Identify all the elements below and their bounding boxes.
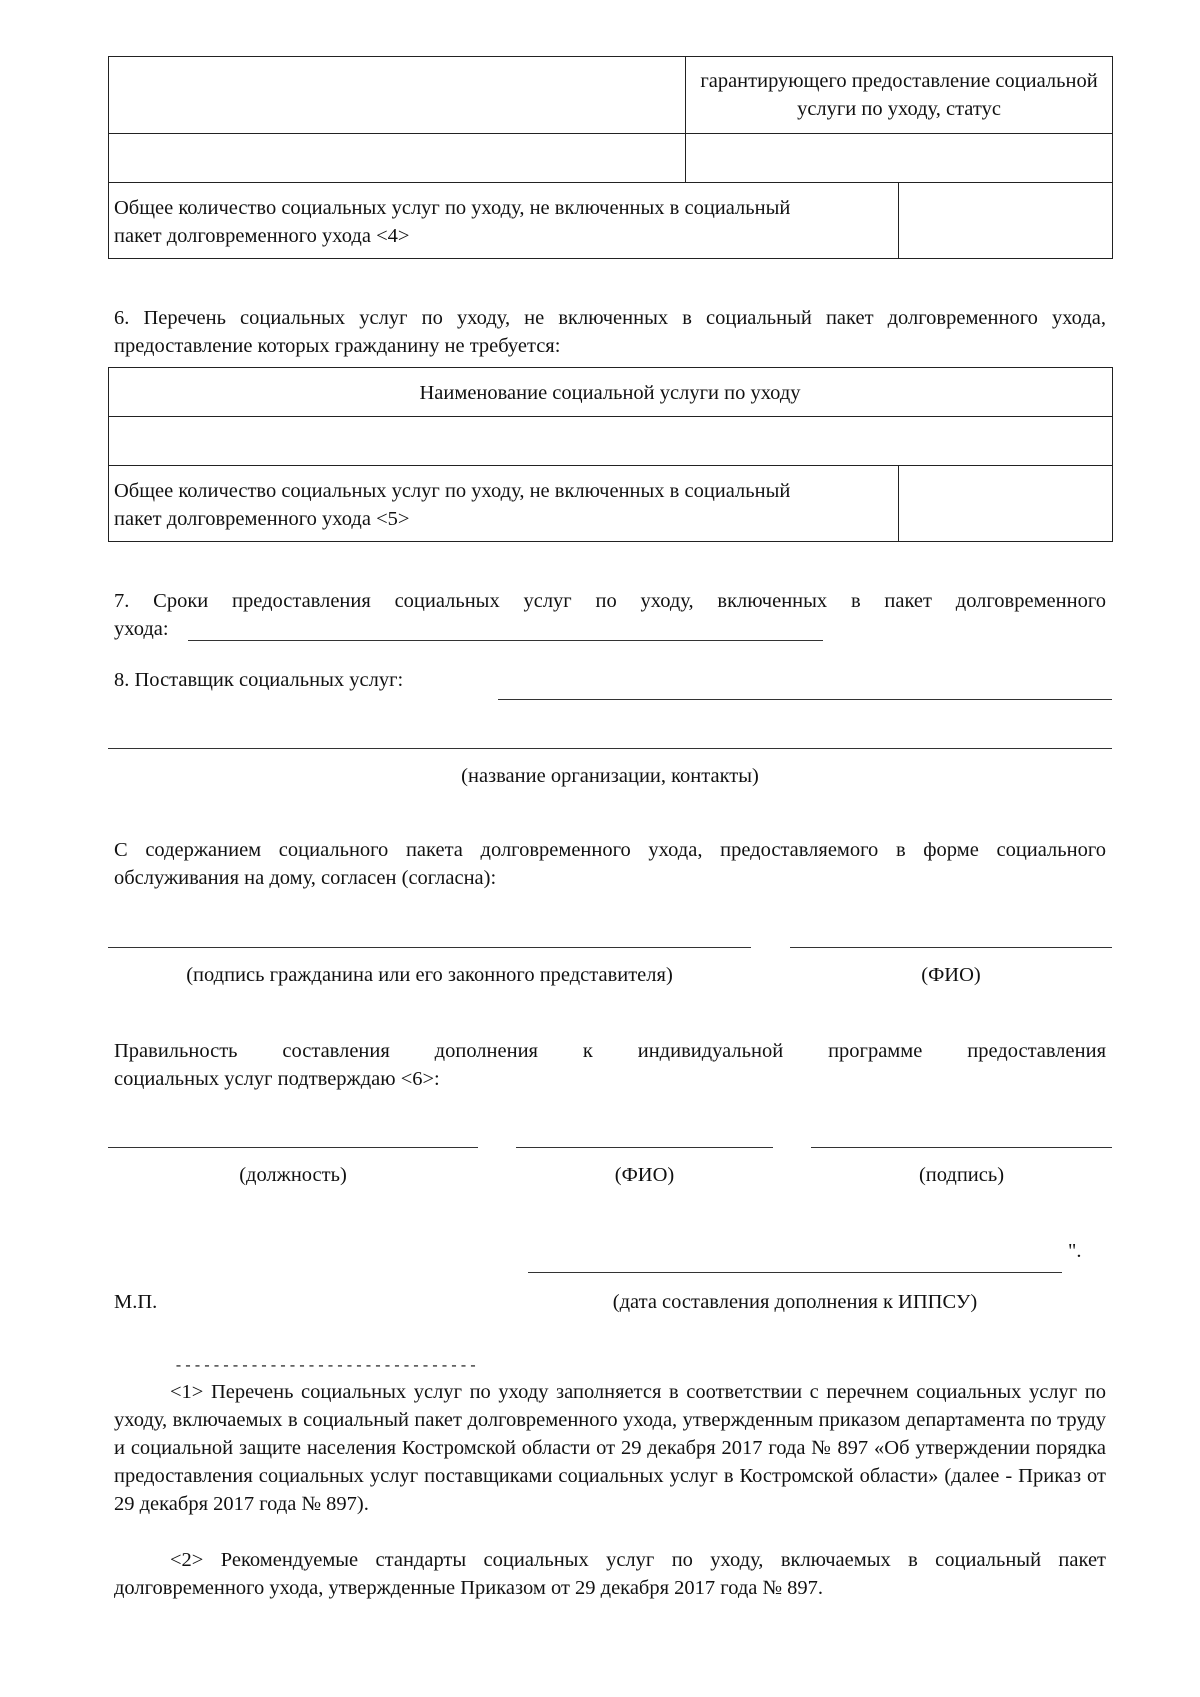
- official-fio-field[interactable]: [516, 1147, 773, 1148]
- official-signature-caption: [811, 1161, 1112, 1189]
- stamp-label: [114, 1288, 157, 1316]
- table-header-status-text: гарантирующего предоставление социальной услуги по уходу, статус: [700, 70, 1098, 120]
- citizen-fio-caption: [790, 961, 1112, 989]
- confirmation-line2: [114, 1065, 1106, 1093]
- section-6-heading: [114, 304, 1106, 360]
- official-fio-caption: [516, 1161, 773, 1189]
- section-6-heading-text: 6. Перечень социальных услуг по уходу, не включенных в социальный пакет долговременного ухода, предоставление которых гражданину не требуется:: [114, 307, 1106, 357]
- section-6-table-header-text: Наименование социальной услуги по уходу: [419, 382, 801, 404]
- date-quote-end-text: ".: [1068, 1240, 1082, 1262]
- consent-text-content: С содержанием социального пакета долговременного ухода, предоставляемого в форме социального обслуживания на дому, согласен (согласна):: [114, 839, 1106, 889]
- confirmation-line2-text: социальных услуг подтверждаю <6>:: [114, 1068, 440, 1090]
- footnote-separator-text: --------------------------------: [174, 1358, 479, 1375]
- table1-total-label: [114, 194, 814, 250]
- official-position-caption: [108, 1161, 478, 1189]
- date-caption: [528, 1288, 1062, 1316]
- confirmation-line1-text: Правильность составления дополнения к индивидуальной программе предоставления: [114, 1040, 1106, 1062]
- section-8-label-text: 8. Поставщик социальных услуг:: [114, 669, 404, 691]
- citizen-fio-caption-text: (ФИО): [921, 964, 981, 986]
- citizen-fio-field[interactable]: [790, 947, 1112, 948]
- section-8-label: [114, 666, 403, 694]
- consent-text: [114, 836, 1106, 892]
- footnote-1-text: <1> Перечень социальных услуг по уходу заполняется в соответствии с перечнем социальных услуг по уходу, включаемых в социальный пакет долговременного ухода, утвержденным приказом департамента по труду и социальной защите населения Костромской области от 29 декабря 2017 года № 897 «Об утверждении порядка предоставления социальных услуг поставщиками социальных услуг в Костромской области» (далее - Приказ от 29 декабря 2017 года № 897).: [114, 1381, 1106, 1515]
- section-7-line1: [114, 587, 1106, 615]
- confirmation-line1: [114, 1037, 1106, 1065]
- section-7-prefix: ухода:: [114, 618, 169, 640]
- section-7-period-field[interactable]: [188, 640, 823, 641]
- provider-contacts-field[interactable]: [108, 748, 1112, 749]
- provider-caption-text: (название организации, контакты): [461, 765, 759, 787]
- section-6-table-header: [108, 379, 1112, 407]
- footnote-separator: [174, 1353, 478, 1381]
- section-6-total-label-text: Общее количество социальных услуг по уходу, не включенных в социальный пакет долговременного ухода <5>: [114, 480, 791, 530]
- section-7-line1-text: 7. Сроки предоставления социальных услуг по уходу, включенных в пакет долговременного: [114, 590, 1106, 612]
- footnote-2: [114, 1546, 1106, 1602]
- official-signature-caption-text: (подпись): [918, 1164, 1005, 1186]
- stamp-label-text: М.П.: [114, 1291, 158, 1313]
- footnote-1: [114, 1378, 1106, 1518]
- section-6-total-label: [114, 477, 814, 533]
- official-fio-caption-text: (ФИО): [614, 1164, 675, 1186]
- footnote-2-text: <2> Рекомендуемые стандарты социальных услуг по уходу, включаемых в социальный пакет долговременного ухода, утвержденные Приказом от 29 декабря 2017 года № 897.: [114, 1549, 1106, 1599]
- official-signature-field[interactable]: [811, 1147, 1112, 1148]
- provider-name-field[interactable]: [498, 699, 1112, 700]
- date-field[interactable]: [528, 1272, 1062, 1273]
- table1-total-label-text: Общее количество социальных услуг по уходу, не включенных в социальный пакет долговременного ухода <4>: [114, 197, 791, 247]
- provider-caption: [108, 762, 1112, 790]
- section-7-line2: [114, 615, 169, 643]
- citizen-signature-field[interactable]: [108, 947, 751, 948]
- date-quote-end: [1068, 1237, 1082, 1265]
- table-header-status-cell: [690, 67, 1108, 123]
- official-position-field[interactable]: [108, 1147, 478, 1148]
- official-position-caption-text: (должность): [239, 1164, 347, 1186]
- citizen-signature-caption: [108, 961, 751, 989]
- citizen-signature-caption-text: (подпись гражданина или его законного представителя): [186, 964, 673, 986]
- date-caption-text: (дата составления дополнения к ИППСУ): [612, 1291, 978, 1313]
